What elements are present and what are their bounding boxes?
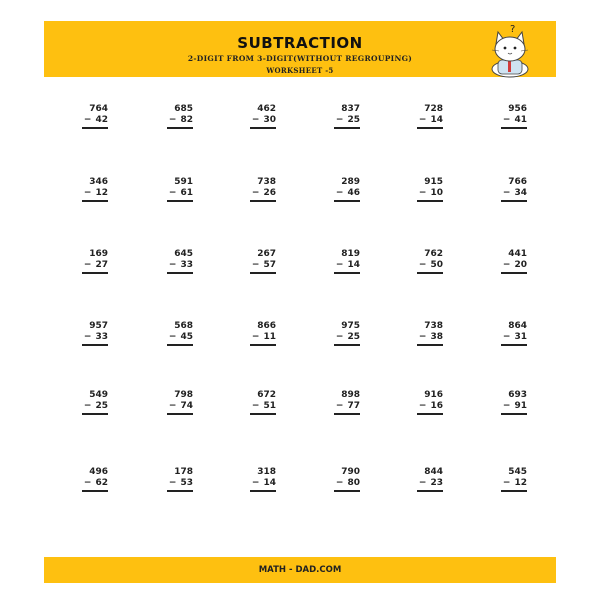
answer-line (250, 344, 276, 346)
answer-line (501, 272, 527, 274)
answer-line (334, 127, 360, 129)
subtrahend: 27 (95, 260, 108, 270)
subtrahend: 45 (180, 332, 193, 342)
answer-line (501, 127, 527, 129)
minuend: 462 (257, 104, 276, 114)
minuend: 844 (424, 467, 443, 477)
minus-sign: − (335, 260, 344, 270)
minus-sign: − (335, 478, 344, 488)
minuend: 645 (174, 249, 193, 259)
subtraction-problem (236, 249, 276, 275)
answer-line (82, 413, 108, 415)
subtraction-problem (320, 467, 360, 493)
minus-sign: − (418, 260, 427, 270)
minuend: 549 (89, 390, 108, 400)
subtrahend-row (252, 478, 276, 488)
minus-sign: − (502, 401, 511, 411)
minus-sign: − (502, 478, 511, 488)
minuend: 837 (341, 104, 360, 114)
answer-line (334, 490, 360, 492)
subtraction-problem (320, 104, 360, 130)
minus-sign: − (83, 332, 92, 342)
minuend: 764 (89, 104, 108, 114)
thinking-cat-icon (480, 22, 540, 78)
subtraction-problem (320, 390, 360, 416)
minus-sign: − (502, 332, 511, 342)
subtrahend: 30 (263, 115, 276, 125)
subtrahend: 41 (514, 115, 527, 125)
minus-sign: − (418, 188, 427, 198)
answer-line (417, 344, 443, 346)
subtraction-problem (236, 104, 276, 130)
subtraction-problem (487, 177, 527, 203)
subtrahend-row (252, 260, 276, 270)
subtrahend: 33 (180, 260, 193, 270)
minuend: 916 (424, 390, 443, 400)
subtrahend-row (169, 478, 193, 488)
subtrahend: 25 (347, 115, 360, 125)
subtraction-problem (403, 177, 443, 203)
subtrahend-row (84, 401, 108, 411)
subtraction-problem (68, 467, 108, 493)
subtrahend: 82 (180, 115, 193, 125)
subtraction-problem (153, 249, 193, 275)
subtrahend: 14 (347, 260, 360, 270)
minus-sign: − (418, 478, 427, 488)
answer-line (167, 272, 193, 274)
subtrahend-row (503, 260, 527, 270)
subtrahend-row (169, 401, 193, 411)
subtrahend-row (419, 260, 443, 270)
subtrahend: 16 (430, 401, 443, 411)
subtrahend: 10 (430, 188, 443, 198)
subtrahend: 23 (430, 478, 443, 488)
minuend: 957 (89, 321, 108, 331)
subtraction-problem (153, 467, 193, 493)
minuend: 762 (424, 249, 443, 259)
answer-line (167, 490, 193, 492)
answer-line (250, 413, 276, 415)
minuend: 672 (257, 390, 276, 400)
minuend: 738 (424, 321, 443, 331)
answer-line (501, 413, 527, 415)
subtrahend: 74 (180, 401, 193, 411)
minus-sign: − (502, 115, 511, 125)
minuend: 798 (174, 390, 193, 400)
subtraction-problem (68, 104, 108, 130)
subtrahend-row (169, 332, 193, 342)
subtraction-problem (153, 104, 193, 130)
answer-line (82, 127, 108, 129)
subtrahend: 61 (180, 188, 193, 198)
answer-line (417, 272, 443, 274)
subtrahend-row (336, 478, 360, 488)
subtrahend: 12 (95, 188, 108, 198)
subtraction-problem (236, 390, 276, 416)
answer-line (334, 272, 360, 274)
minuend: 975 (341, 321, 360, 331)
answer-line (250, 127, 276, 129)
answer-line (250, 490, 276, 492)
minuend: 956 (508, 104, 527, 114)
subtrahend: 80 (347, 478, 360, 488)
minus-sign: − (335, 188, 344, 198)
answer-line (417, 127, 443, 129)
subtraction-problem (487, 249, 527, 275)
minus-sign: − (251, 188, 260, 198)
minus-sign: − (168, 332, 177, 342)
subtraction-problem (403, 249, 443, 275)
minus-sign: − (168, 478, 177, 488)
minus-sign: − (168, 260, 177, 270)
footer-site-name: MATH - DAD.COM (258, 565, 342, 575)
subtrahend-row (419, 478, 443, 488)
subtraction-problem (68, 177, 108, 203)
subtraction-problem (403, 390, 443, 416)
subtrahend: 12 (514, 478, 527, 488)
subtrahend-row (84, 478, 108, 488)
minuend: 819 (341, 249, 360, 259)
minuend: 267 (257, 249, 276, 259)
minus-sign: − (168, 115, 177, 125)
subtraction-problem (236, 467, 276, 493)
subtrahend-row (503, 188, 527, 198)
subtrahend-row (336, 401, 360, 411)
answer-line (82, 200, 108, 202)
minuend: 568 (174, 321, 193, 331)
subtrahend-row (252, 115, 276, 125)
subtraction-problem (487, 467, 527, 493)
subtrahend: 26 (263, 188, 276, 198)
subtraction-problem (153, 177, 193, 203)
subtraction-problem (320, 177, 360, 203)
minuend: 790 (341, 467, 360, 477)
subtrahend: 14 (430, 115, 443, 125)
subtrahend-row (169, 115, 193, 125)
minuend: 318 (257, 467, 276, 477)
minuend: 591 (174, 177, 193, 187)
subtraction-problem (153, 321, 193, 347)
minus-sign: − (418, 401, 427, 411)
subtrahend-row (252, 188, 276, 198)
subtrahend-row (336, 332, 360, 342)
minus-sign: − (251, 115, 260, 125)
subtraction-problem (236, 321, 276, 347)
minuend: 289 (341, 177, 360, 187)
minuend: 685 (174, 104, 193, 114)
worksheet-number: WORKSHEET -5 (266, 66, 334, 75)
minus-sign: − (502, 260, 511, 270)
subtrahend: 62 (95, 478, 108, 488)
subtrahend-row (169, 188, 193, 198)
subtrahend-row (336, 188, 360, 198)
subtraction-problem (403, 104, 443, 130)
answer-line (334, 200, 360, 202)
minus-sign: − (83, 188, 92, 198)
subtrahend-row (419, 401, 443, 411)
minus-sign: − (251, 332, 260, 342)
subtrahend: 33 (95, 332, 108, 342)
answer-line (167, 344, 193, 346)
minus-sign: − (335, 332, 344, 342)
minuend: 738 (257, 177, 276, 187)
subtrahend-row (336, 115, 360, 125)
answer-line (250, 200, 276, 202)
subtraction-problem (320, 321, 360, 347)
subtrahend: 91 (514, 401, 527, 411)
subtrahend: 57 (263, 260, 276, 270)
subtrahend: 31 (514, 332, 527, 342)
minuend: 346 (89, 177, 108, 187)
subtrahend-row (419, 188, 443, 198)
svg-text:?: ? (510, 24, 516, 35)
subtrahend: 25 (95, 401, 108, 411)
subtrahend-row (419, 332, 443, 342)
minus-sign: − (251, 260, 260, 270)
subtrahend-row (503, 401, 527, 411)
answer-line (501, 200, 527, 202)
subtraction-problem (68, 321, 108, 347)
minuend: 441 (508, 249, 527, 259)
answer-line (334, 413, 360, 415)
subtrahend-row (419, 115, 443, 125)
subtraction-problem (403, 467, 443, 493)
subtrahend-row (503, 332, 527, 342)
subtrahend-row (84, 188, 108, 198)
minuend: 693 (508, 390, 527, 400)
subtrahend: 51 (263, 401, 276, 411)
answer-line (82, 344, 108, 346)
minus-sign: − (335, 401, 344, 411)
minuend: 866 (257, 321, 276, 331)
minuend: 915 (424, 177, 443, 187)
minuend: 766 (508, 177, 527, 187)
minus-sign: − (168, 401, 177, 411)
subtrahend-row (252, 401, 276, 411)
minus-sign: − (502, 188, 511, 198)
subtrahend: 14 (263, 478, 276, 488)
subtraction-problem (487, 321, 527, 347)
minus-sign: − (418, 115, 427, 125)
subtrahend: 38 (430, 332, 443, 342)
subtrahend: 11 (263, 332, 276, 342)
answer-line (82, 272, 108, 274)
answer-line (82, 490, 108, 492)
subtrahend-row (252, 332, 276, 342)
subtrahend: 25 (347, 332, 360, 342)
minus-sign: − (251, 401, 260, 411)
minus-sign: − (83, 401, 92, 411)
minuend: 898 (341, 390, 360, 400)
answer-line (417, 413, 443, 415)
answer-line (250, 272, 276, 274)
subtrahend-row (84, 260, 108, 270)
minus-sign: − (335, 115, 344, 125)
subtraction-problem (153, 390, 193, 416)
subtrahend: 34 (514, 188, 527, 198)
answer-line (334, 344, 360, 346)
subtrahend-row (84, 332, 108, 342)
answer-line (417, 490, 443, 492)
worksheet-subtitle: 2-DIGIT FROM 3-DIGIT(WITHOUT REGROUPING) (187, 54, 413, 63)
minus-sign: − (168, 188, 177, 198)
subtrahend: 42 (95, 115, 108, 125)
subtrahend: 46 (347, 188, 360, 198)
subtrahend-row (84, 115, 108, 125)
subtraction-problem (487, 104, 527, 130)
minuend: 864 (508, 321, 527, 331)
minuend: 178 (174, 467, 193, 477)
minus-sign: − (83, 260, 92, 270)
minuend: 728 (424, 104, 443, 114)
answer-line (417, 200, 443, 202)
minuend: 169 (89, 249, 108, 259)
answer-line (167, 200, 193, 202)
subtraction-problem (487, 390, 527, 416)
subtrahend-row (336, 260, 360, 270)
worksheet-title: SUBTRACTION (237, 34, 363, 52)
subtrahend: 53 (180, 478, 193, 488)
subtrahend: 20 (514, 260, 527, 270)
subtrahend: 50 (430, 260, 443, 270)
minus-sign: − (418, 332, 427, 342)
subtrahend-row (503, 115, 527, 125)
subtraction-problem (68, 390, 108, 416)
answer-line (501, 490, 527, 492)
subtraction-problem (68, 249, 108, 275)
minuend: 545 (508, 467, 527, 477)
subtrahend-row (169, 260, 193, 270)
minus-sign: − (83, 478, 92, 488)
minuend: 496 (89, 467, 108, 477)
subtraction-problem (403, 321, 443, 347)
answer-line (167, 413, 193, 415)
subtraction-problem (320, 249, 360, 275)
subtrahend-row (503, 478, 527, 488)
minus-sign: − (83, 115, 92, 125)
footer-banner (44, 557, 556, 583)
minus-sign: − (251, 478, 260, 488)
answer-line (167, 127, 193, 129)
subtraction-problem (236, 177, 276, 203)
answer-line (501, 344, 527, 346)
subtrahend: 77 (347, 401, 360, 411)
